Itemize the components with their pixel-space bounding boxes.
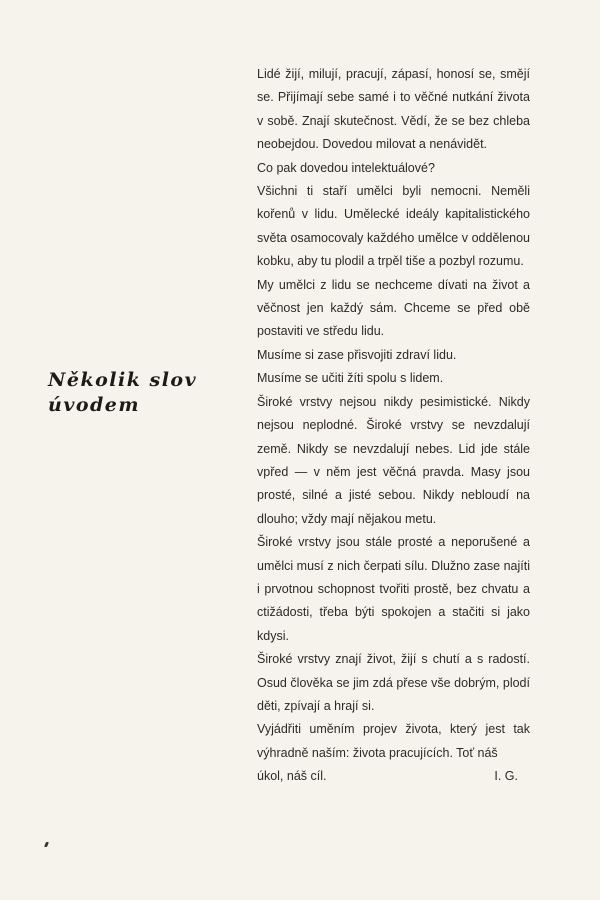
paragraph: Lidé žijí, milují, pracují, zápasí, honosí se, smějí se. Přijímají sebe samé i to věčné nutkání života v sobě. Znají skutečnost. Vědí, že se bez chleba neobejdou. Dovedou milovat a nenávidět.: [257, 67, 530, 152]
paragraph: Široké vrstvy znají život, žijí s chutí a s radostí. Osud člověka se jim zdá přese vše dobrým, plodí děti, zpívají a hrají si.: [257, 652, 530, 713]
paragraph: Vyjádřiti uměním projev života, který jest tak výhradně naším: života pracujících. Toť náš: [257, 722, 530, 760]
author-initials: I. G.: [494, 769, 518, 784]
section-heading: [48, 368, 228, 418]
closing-text: úkol, náš cíl.: [257, 769, 327, 784]
paragraph: My umělci z lidu se nechceme dívati na život a věčnost jen každý sám. Chceme se před obě postaviti ve středu lidu.: [257, 277, 530, 339]
closing-line: [257, 765, 530, 788]
body-text: [257, 63, 530, 789]
ink-mark: [44, 842, 49, 847]
paragraph: Musíme si zase přisvojiti zdraví lidu.: [257, 347, 457, 362]
heading-line-1: Několik slov: [48, 369, 198, 391]
paragraph: Co pak dovedou intelektuálové?: [257, 160, 435, 175]
paragraph: Musíme se učiti žíti spolu s lidem.: [257, 371, 444, 386]
paragraph: Všichni ti staří umělci byli nemocni. Neměli kořenů v lidu. Umělecké ideály kapitalistického světa osamocovaly každého umělce v oddělenou kobku, aby tu plodil a trpěl tiše a pozbyl rozumu.: [257, 184, 530, 269]
heading-line-2: úvodem: [48, 394, 141, 416]
paragraph: Široké vrstvy jsou stále prosté a neporušené a umělci musí z nich čerpati sílu. Dlužno zase najíti i prvotnou schopnost tvořiti prostě, bez chvatu a ctižádosti, třeba býti spokojen a stačiti si jako kdysi.: [257, 535, 530, 643]
paragraph: Široké vrstvy nejsou nikdy pesimistické. Nikdy nejsou neplodné. Široké vrstvy se nevzdalují země. Nikdy se nevzdalují nebes. Lid jde stále vpřed — v něm jest věčná pravda. Masy jsou prosté, silné a jisté sebou. Nikdy nebloudí na dlouho; vždy mají nějakou metu.: [257, 394, 530, 526]
